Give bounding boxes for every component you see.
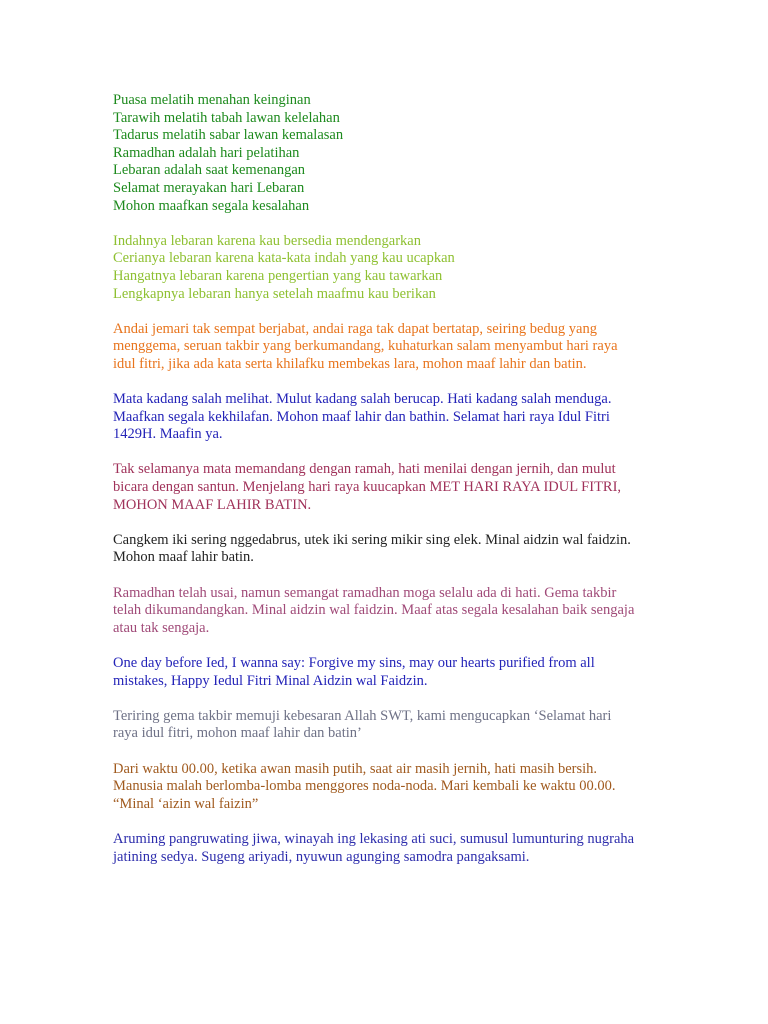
text-line: atau tak sengaja.	[113, 619, 210, 636]
document-body	[113, 92, 658, 884]
text-line: Andai jemari tak sempat berjabat, andai raga tak dapat bertatap, seiring bedug yang	[113, 320, 597, 337]
text-line: Dari waktu 00.00, ketika awan masih putih, saat air masih jernih, hati masih bersih.	[113, 760, 598, 777]
text-line: Ramadhan telah usai, namun semangat ramadhan moga selalu ada di hati. Gema takbir	[113, 584, 617, 601]
text-line: raya idul fitri, mohon maaf lahir dan batin’	[113, 725, 362, 742]
text-line: Teriring gema takbir memuji kebesaran Allah SWT, kami mengucapkan ‘Selamat hari	[113, 707, 612, 724]
text-line: Puasa melatih menahan keinginan	[113, 92, 311, 108]
text-line: Manusia malah berlomba-lomba menggores noda-noda. Mari kembali ke waktu 00.00.	[113, 778, 616, 795]
text-line: bicara dengan santun. Menjelang hari raya kuucapkan MET HARI RAYA IDUL FITRI,	[113, 479, 622, 496]
text-line: Cangkem iki sering nggedabrus, utek iki sering mikir sing elek. Minal aidzin wal faidzin.	[113, 531, 631, 548]
text-line: jatining sedya. Sugeng ariyadi, nyuwun agunging samodra pangaksami.	[113, 848, 530, 865]
text-line: Indahnya lebaran karena kau bersedia mendengarkan	[113, 232, 421, 249]
paragraph	[113, 761, 658, 814]
paragraph	[113, 391, 658, 444]
text-line: Lengkapnya lebaran hanya setelah maafmu kau berikan	[113, 285, 436, 302]
text-line: Mohon maafkan segala kesalahan	[113, 197, 310, 214]
paragraph	[113, 461, 658, 514]
text-line: “Minal ‘aizin wal faizin”	[113, 795, 259, 812]
paragraph	[113, 532, 658, 567]
text-line: idul fitri, jika ada kata serta khilafku membekas lara, mohon maaf lahir dan batin.	[113, 355, 587, 372]
text-line: Ramadhan adalah hari pelatihan	[113, 144, 300, 161]
text-line: Tarawih melatih tabah lawan kelelahan	[113, 109, 340, 126]
paragraph	[113, 321, 658, 374]
paragraph	[113, 585, 658, 638]
text-line: menggema, seruan takbir yang berkumandang, kuhaturkan salam menyambut hari raya	[113, 338, 618, 355]
paragraph	[113, 831, 658, 866]
text-line: Cerianya lebaran karena kata-kata indah yang kau ucapkan	[113, 250, 455, 267]
text-line: MOHON MAAF LAHIR BATIN.	[113, 496, 312, 513]
text-line: Selamat merayakan hari Lebaran	[113, 179, 305, 196]
text-line: telah dikumandangkan. Minal aidzin wal faidzin. Maaf atas segala kesalahan baik sengaja	[113, 602, 635, 619]
text-line: One day before Ied, I wanna say: Forgive my sins, may our hearts purified from all	[113, 655, 595, 671]
text-line: 1429H. Maafin ya.	[113, 426, 223, 443]
paragraph	[113, 655, 658, 690]
paragraph	[113, 708, 658, 743]
text-line: Lebaran adalah saat kemenangan	[113, 162, 306, 179]
text-line: Mata kadang salah melihat. Mulut kadang salah berucap. Hati kadang salah menduga.	[113, 391, 612, 408]
paragraph	[113, 233, 658, 303]
text-line: mistakes, Happy Iedul Fitri Minal Aidzin wal Faidzin.	[113, 672, 428, 689]
paragraph	[113, 92, 658, 215]
text-line: Maafkan segala kekhilafan. Mohon maaf lahir dan bathin. Selamat hari raya Idul Fitri	[113, 408, 610, 425]
text-line: Hangatnya lebaran karena pengertian yang kau tawarkan	[113, 267, 443, 284]
text-line: Tak selamanya mata memandang dengan ramah, hati menilai dengan jernih, dan mulut	[113, 461, 616, 478]
text-line: Aruming pangruwating jiwa, winayah ing lekasing ati suci, sumusul lumunturing nugraha	[113, 830, 635, 847]
text-line: Mohon maaf lahir batin.	[113, 549, 254, 566]
text-line: Tadarus melatih sabar lawan kemalasan	[113, 127, 344, 144]
